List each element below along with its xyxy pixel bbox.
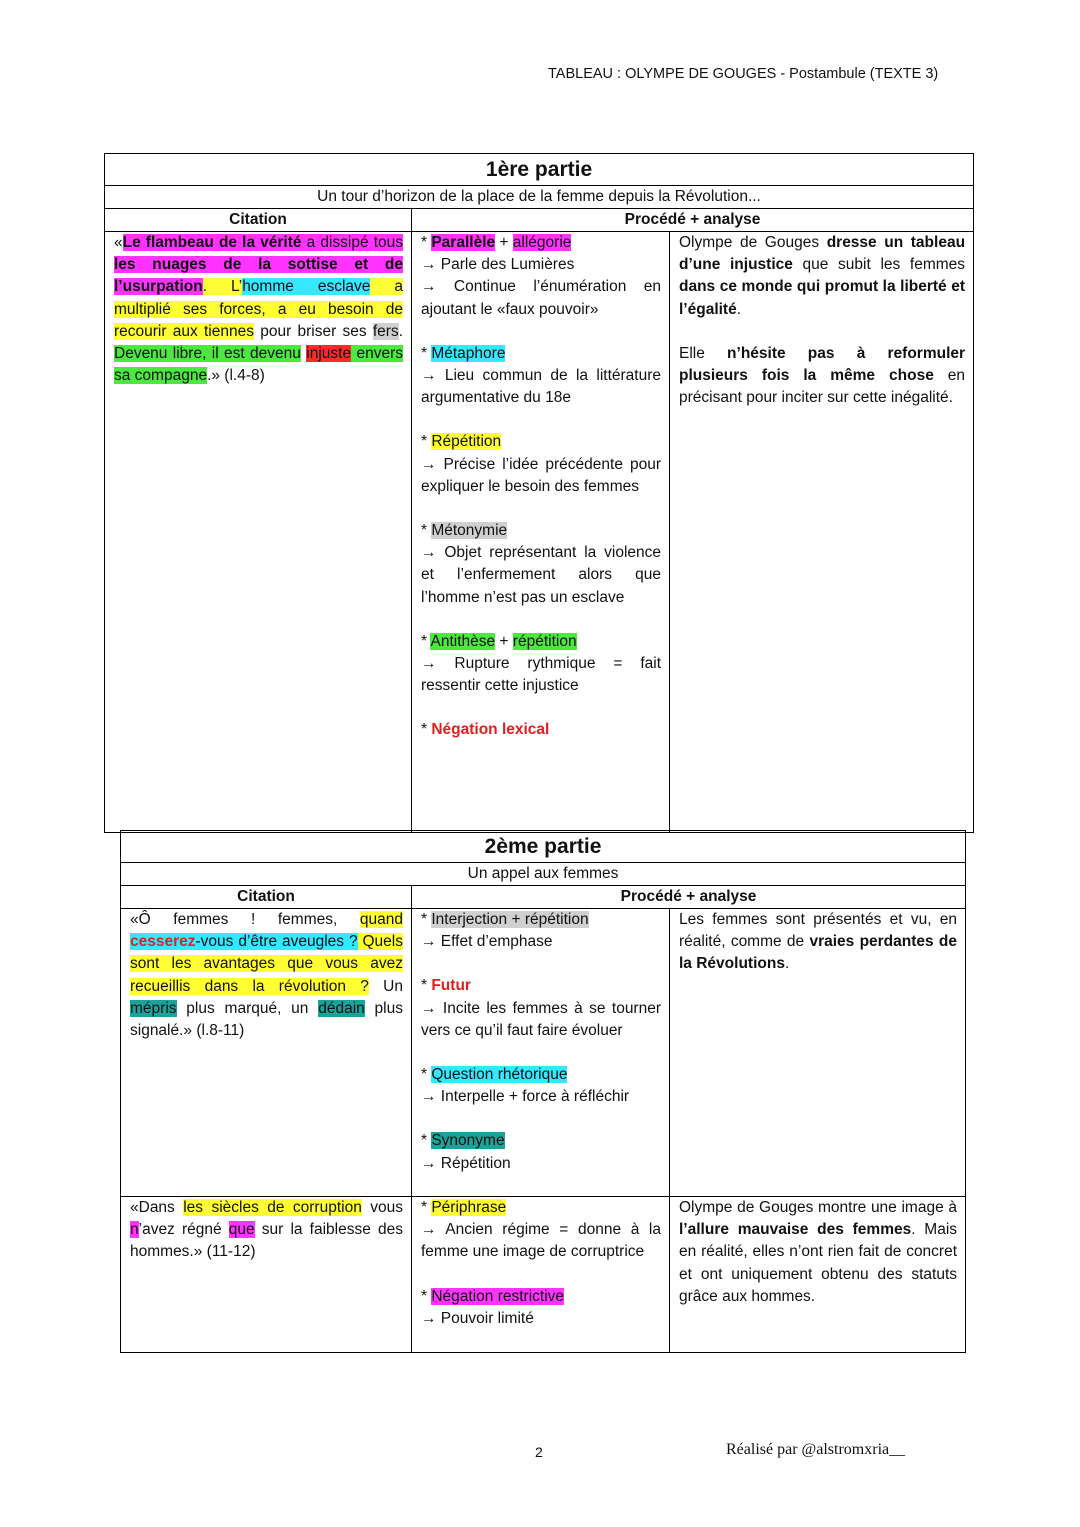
part2-procedes2: * Périphrase → Ancien régime = donne à la femme une image de corruptrice * Négation restrictive → Pouvoir limité	[421, 1199, 661, 1327]
part2-table	[120, 830, 966, 1353]
hl-siecles: les siècles de corruption	[183, 1199, 362, 1216]
part2-analyse1: Les femmes sont présentés et vu, en réalité, comme de vraies perdantes de la Révolutions.	[679, 911, 958, 973]
part2-subtitle: Un appel aux femmes	[121, 863, 966, 886]
hl-fers: fers	[372, 322, 399, 340]
part2-procede1-cell	[412, 909, 670, 1197]
hl-que: que	[228, 1221, 255, 1239]
part2-citation1: «Ô femmes ! femmes, quand cesserez-vous d’être aveugles ? Quels sont les avantages que vous avez recueillis dans la révolution ? Un mépris plus marqué, un dédain plus signalé.» (l.8-11)	[130, 911, 403, 1040]
part1-procede-cell	[412, 232, 670, 833]
procede-metonymie: * Métonymie	[421, 522, 508, 540]
part2-analyse2: Olympe de Gouges montre une image à l’allure mauvaise des femmes. Mais en réalité, elles n’ont rien fait de concret et ont uniquement obtenu des statuts grâce aux hommes.	[679, 1199, 958, 1305]
hl-question: Quels sont les avantages que vous avez recueillis dans la révolution ?	[130, 933, 403, 995]
part1-analyse-cell	[670, 232, 974, 833]
credit: Réalisé par @alstromxria__	[726, 1441, 906, 1458]
part1-citation: «Le flambeau de la vérité a dissipé tous les nuages de la sottise et de l’usurpation. L’homme esclave a multiplié ses forces, a eu besoin de recourir aux tiennes pour briser ses fers. Devenu libre, il est devenu injuste envers sa compagne.» (l.4-8)	[114, 234, 403, 385]
procede-antithese: * Antithèse + répétition	[421, 632, 577, 650]
hl-n: n	[130, 1221, 139, 1239]
part2-title: 2ème partie	[121, 831, 966, 863]
part1-analyse: Olympe de Gouges dresse un tableau d’une injustice que subit les femmes dans ce monde qui promut la liberté et l’égalité. Elle n’hésite pas à reformuler plusieurs fois la même chose en précisant pour inciter sur cette inégalité.	[679, 234, 966, 407]
hl-mepris: mépris	[130, 999, 177, 1017]
procede-negation-lexical: * Négation lexical	[421, 721, 550, 739]
procede-parallele: * Parallèle + allégorie	[421, 234, 572, 251]
hl-homme-esclave: homme esclave	[242, 278, 371, 296]
procede-synonyme: * Synonyme	[421, 1132, 505, 1150]
part2-procedes1: * Interjection + répétition → Effet d’emphase * Futur → Incite les femmes à se tourner vers ce qu’il faut faire évoluer * Question rhétorique → Interpelle + force à réfléchir * Synonyme → Répétition	[421, 911, 661, 1172]
page-header: TABLEAU : OLYMPE DE GOUGES - Postambule (TEXTE 3)	[548, 66, 939, 82]
hl-cesserez: cesserez	[130, 933, 196, 951]
procede-periphrase: * Périphrase	[421, 1199, 507, 1216]
part2-citation2-cell	[121, 1197, 412, 1353]
procede-question-rhetorique: * Question rhétorique	[421, 1066, 568, 1084]
part2-citation2: «Dans les siècles de corruption vous n’avez régné que sur la faiblesse des hommes.» (11-12)	[130, 1199, 403, 1261]
part1-title: 1ère partie	[105, 154, 974, 186]
part2-analyse1-cell	[670, 909, 966, 1197]
hl-injuste: injuste	[306, 345, 352, 363]
part1-subtitle: Un tour d’horizon de la place de la femme depuis la Révolution...	[105, 186, 974, 209]
hl-nuages: les nuages de la sottise et de l’usurpation	[114, 256, 403, 296]
hl-flambeau: Le flambeau de la vérité	[122, 234, 302, 251]
part1-citation-cell	[105, 232, 412, 833]
part2-col-procede: Procédé + analyse	[412, 886, 966, 909]
procede-repetition: * Répétition	[421, 433, 502, 451]
part1-col-procede: Procédé + analyse	[412, 209, 974, 232]
procede-metaphore: * Métaphore	[421, 344, 506, 362]
part1-col-citation: Citation	[105, 209, 412, 232]
part2-citation1-cell	[121, 909, 412, 1197]
procede-negation-restrictive: * Négation restrictive	[421, 1287, 565, 1305]
procede-futur: * Futur	[421, 977, 471, 995]
part2-analyse2-cell	[670, 1197, 966, 1353]
hl-dedain: dédain	[318, 999, 365, 1017]
part1-procedes: * Parallèle + allégorie → Parle des Lumières → Continue l’énumération en ajoutant le «faux pouvoir» * Métaphore → Lieu commun de la littérature argumentative du 18e * Répétition → Précise l’idée précédente pour expliquer le besoin des femmes * Métonymie → Objet représentant la violence et l’enfermement alors que l’homme n’est pas un esclave * Antithèse + répétition → Rupture rythmique = fait ressentir cette injustice * Négation lexical	[412, 232, 669, 742]
part1-table	[104, 153, 974, 833]
hl-devenu: Devenu libre, il est devenu	[114, 345, 301, 363]
part2-col-citation: Citation	[121, 886, 412, 909]
page-number: 2	[535, 1444, 543, 1460]
procede-interjection: * Interjection + répétition	[421, 911, 589, 928]
hl-multiplie: a multiplié ses forces, a eu besoin de recourir aux tiennes	[114, 278, 403, 340]
part2-procede2-cell	[412, 1197, 670, 1353]
